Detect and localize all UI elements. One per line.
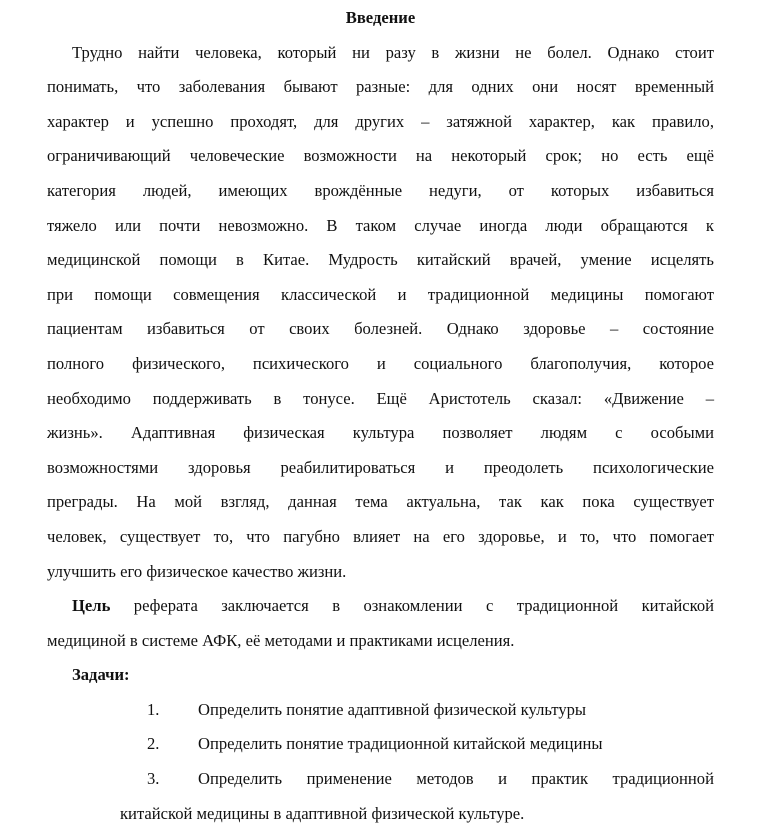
intro-line: необходимо поддерживать в тонусе. Ещё Аристотель сказал: «Движение – [47, 388, 714, 408]
intro-line: категория людей, имеющих врождённые недуги, от которых избавиться [47, 180, 714, 200]
intro-line: возможностями здоровья реабилитироваться и преодолеть психологические [47, 457, 714, 477]
task-text: Определить понятие традиционной китайской медицины [198, 734, 603, 754]
task-number: 1. [147, 699, 160, 719]
intro-line: жизнь». Адаптивная физическая культура позволяет людям с особыми [47, 423, 714, 443]
task-number: 2. [147, 734, 160, 754]
intro-line: улучшить его физическое качество жизни. [47, 561, 347, 581]
task-text: Определить применение методов и практик традиционной [198, 769, 714, 789]
tasks-label: Задачи: [72, 665, 130, 685]
intro-line: характер и успешно проходят, для других – затяжной характер, как правило, [47, 111, 714, 131]
intro-line: человек, существует то, что пагубно влияет на его здоровье, и то, что помогает [47, 526, 714, 546]
task-item-1 [47, 693, 714, 728]
task-text: Определить понятие адаптивной физической культуры [198, 699, 587, 719]
page-title: Введение [345, 8, 416, 27]
goal-line-2: медициной в системе АФК, её методами и практиками исцеления. [47, 630, 515, 650]
task-item-3 [47, 762, 714, 797]
intro-line: медицинской помощи в Китае. Мудрость китайский врачей, умение исцелять [47, 250, 714, 270]
intro-line: понимать, что заболевания бывают разные: для одних они носят временный [47, 77, 714, 97]
goal-text: реферата заключается в ознакомлении с традиционной китайской [110, 596, 714, 616]
task-item-2 [47, 727, 714, 762]
task-number: 3. [147, 769, 160, 789]
tasks-heading [47, 658, 714, 693]
goal-line-1 [47, 589, 714, 624]
intro-line: при помощи совмещения классической и традиционной медицины помогают [47, 284, 714, 304]
intro-line: тяжело или почти невозможно. В таком случае иногда люди обращаются к [47, 215, 714, 235]
goal-label: Цель [72, 596, 111, 616]
intro-line: ограничивающий человеческие возможности на некоторый срок; но есть ещё [47, 146, 714, 166]
intro-line: полного физического, психического и социального благополучия, которое [47, 353, 714, 373]
intro-paragraph [47, 36, 714, 590]
document-page [47, 1, 714, 831]
intro-line: Трудно найти человека, который ни разу в жизни не болел. Однако стоит [72, 42, 714, 62]
task-item-3-continuation: китайской медицины в адаптивной физической культуре. [120, 803, 525, 823]
intro-line: пациентам избавиться от своих болезней. Однако здоровье – состояние [47, 319, 714, 339]
intro-line: преграды. На мой взгляд, данная тема актуальна, так как пока существует [47, 492, 714, 512]
